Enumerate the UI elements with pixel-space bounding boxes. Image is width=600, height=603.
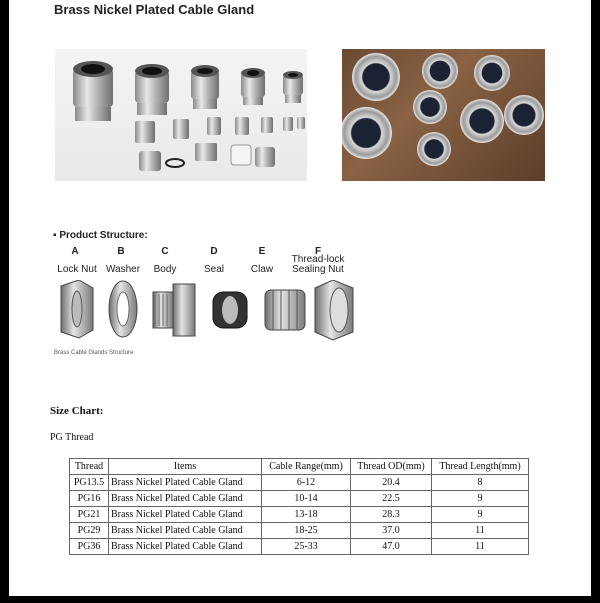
table-cell: 8: [432, 475, 529, 491]
table-cell: 9: [432, 507, 529, 523]
column-header: Thread Length(mm): [432, 459, 529, 475]
structure-caption: Brass Cable Glands Structure: [54, 350, 134, 356]
table-row: [70, 475, 529, 491]
table-cell: PG36: [70, 539, 109, 555]
part-name-claw: Claw: [250, 264, 274, 275]
table-cell: Brass Nickel Plated Cable Gland: [109, 475, 262, 491]
part-letter-b: B: [117, 246, 125, 257]
page-title: Brass Nickel Plated Cable Gland: [54, 2, 255, 17]
table-cell: 9: [432, 491, 529, 507]
part-letter-a: A: [71, 246, 79, 257]
column-header: Thread: [70, 459, 109, 475]
part-name-body: Body: [153, 264, 177, 275]
size-chart-table: [69, 458, 529, 555]
product-photo-assorted-glands: [55, 49, 307, 181]
column-header: Cable Range(mm): [262, 459, 351, 475]
pg-thread-subheading: PG Thread: [50, 432, 94, 443]
table-cell: 11: [432, 523, 529, 539]
table-cell: PG29: [70, 523, 109, 539]
part-letter-f: F: [314, 246, 322, 257]
table-cell: 10-14: [262, 491, 351, 507]
exploded-parts-diagram: [53, 280, 373, 347]
table-cell: 11: [432, 539, 529, 555]
table-cell: 37.0: [351, 523, 432, 539]
table-header-row: [70, 459, 529, 475]
table-row: [70, 507, 529, 523]
table-cell: 25-33: [262, 539, 351, 555]
part-letter-d: D: [210, 246, 218, 257]
table-row: [70, 539, 529, 555]
seal-part: [213, 292, 247, 328]
part-letter-c: C: [161, 246, 169, 257]
document-page: [9, 0, 591, 596]
table-cell: PG21: [70, 507, 109, 523]
table-cell: Brass Nickel Plated Cable Gland: [109, 539, 262, 555]
column-header: Items: [109, 459, 262, 475]
table-cell: 18-25: [262, 523, 351, 539]
part-letter-e: E: [258, 246, 266, 257]
table-cell: PG16: [70, 491, 109, 507]
table-cell: 22.5: [351, 491, 432, 507]
table-cell: 20.4: [351, 475, 432, 491]
size-chart-heading: Size Chart:: [50, 405, 104, 417]
product-photo-glands-on-wood: [342, 49, 545, 181]
column-header: Thread OD(mm): [351, 459, 432, 475]
sealing-nut-part: [315, 280, 353, 340]
claw-part: [265, 290, 305, 330]
table-cell: 28.3: [351, 507, 432, 523]
part-name-seal: Seal: [203, 264, 224, 275]
table-cell: 6-12: [262, 475, 351, 491]
washer-part: [109, 281, 137, 337]
table-cell: PG13.5: [70, 475, 109, 491]
part-name-lock-nut: Lock Nut: [57, 264, 97, 275]
table-row: [70, 491, 529, 507]
table-cell: Brass Nickel Plated Cable Gland: [109, 491, 262, 507]
product-structure-heading: ▪ Product Structure:: [53, 230, 148, 241]
lock-nut-part: [61, 280, 93, 338]
part-name-sealing-nut: Thread-lock Sealing Nut: [291, 254, 345, 275]
table-cell: 47.0: [351, 539, 432, 555]
table-cell: Brass Nickel Plated Cable Gland: [109, 523, 262, 539]
table-row: [70, 523, 529, 539]
body-part: [153, 284, 195, 336]
part-name-washer: Washer: [105, 264, 141, 275]
table-cell: Brass Nickel Plated Cable Gland: [109, 507, 262, 523]
table-cell: 13-18: [262, 507, 351, 523]
